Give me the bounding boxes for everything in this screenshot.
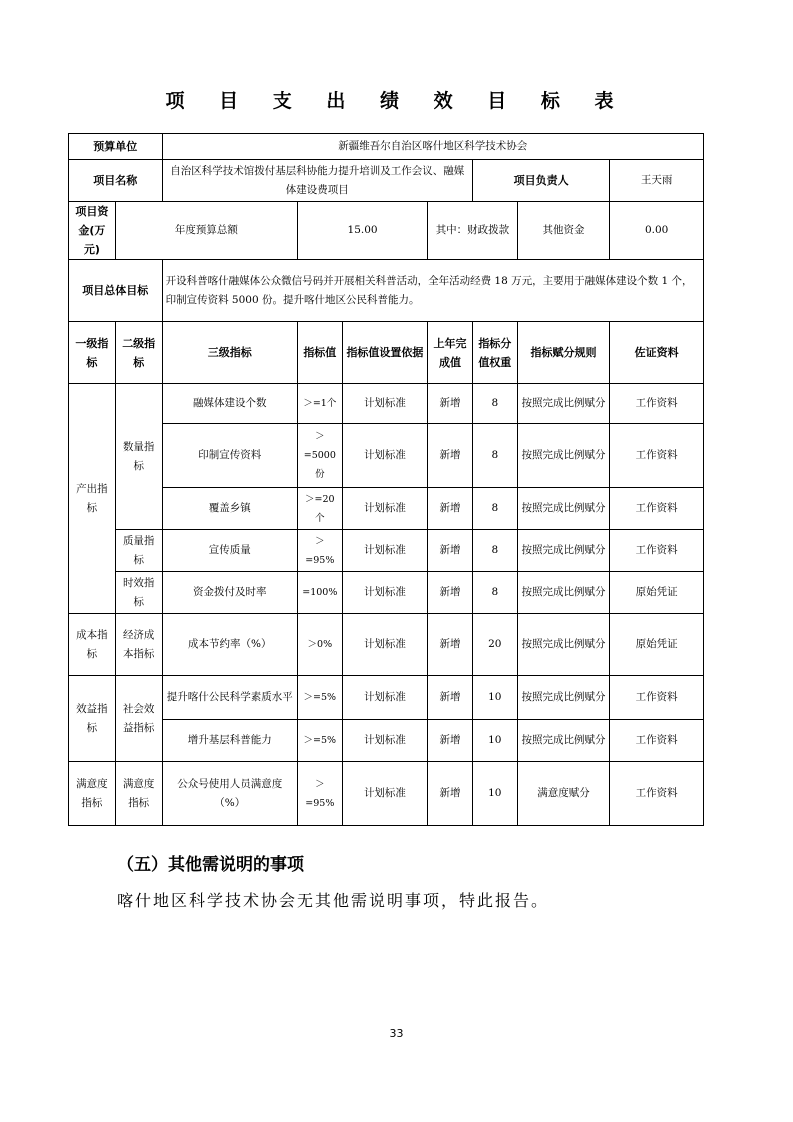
annual-budget-value: 15.00 xyxy=(297,202,427,260)
subgroup-quantity: 数量指标 xyxy=(115,384,162,530)
indicator-rule: 按照完成比例赋分 xyxy=(517,530,610,572)
indicator-weight: 8 xyxy=(472,488,517,530)
indicator-weight: 10 xyxy=(472,676,517,720)
indicator-name: 资金拨付及时率 xyxy=(162,572,297,614)
table-row xyxy=(69,572,704,614)
table-row xyxy=(69,424,704,488)
indicator-last: 新增 xyxy=(428,572,473,614)
table-row xyxy=(69,384,704,424)
indicator-name: 宣传质量 xyxy=(162,530,297,572)
owner-label: 项目负责人 xyxy=(472,160,609,202)
indicator-weight: 20 xyxy=(472,614,517,676)
table-row xyxy=(69,720,704,762)
indicator-basis: 计划标准 xyxy=(342,424,427,488)
subgroup-economic: 经济成本指标 xyxy=(115,614,162,676)
indicator-weight: 10 xyxy=(472,720,517,762)
indicator-value: ＞0% xyxy=(297,614,342,676)
indicator-last: 新增 xyxy=(428,762,473,826)
indicator-last: 新增 xyxy=(428,720,473,762)
header-last-year: 上年完成值 xyxy=(428,322,473,384)
table-row xyxy=(69,530,704,572)
indicator-basis: 计划标准 xyxy=(342,572,427,614)
section-heading: （五）其他需说明的事项 xyxy=(117,855,304,875)
project-name-label: 项目名称 xyxy=(69,160,163,202)
header-weight: 指标分值权重 xyxy=(472,322,517,384)
subgroup-social: 社会效益指标 xyxy=(115,676,162,762)
indicator-weight: 8 xyxy=(472,530,517,572)
indicator-last: 新增 xyxy=(428,614,473,676)
other-funds-label: 其他资金 xyxy=(517,202,610,260)
indicator-name: 公众号使用人员满意度（%） xyxy=(162,762,297,826)
page-title: 项 目 支 出 绩 效 目 标 表 xyxy=(165,90,628,112)
table-row xyxy=(69,614,704,676)
group-satisfaction: 满意度指标 xyxy=(69,762,116,826)
indicator-evidence: 原始凭证 xyxy=(610,572,704,614)
indicator-weight: 8 xyxy=(472,572,517,614)
indicator-name: 增升基层科普能力 xyxy=(162,720,297,762)
indicator-basis: 计划标准 xyxy=(342,488,427,530)
indicator-name: 融媒体建设个数 xyxy=(162,384,297,424)
indicator-rule: 按照完成比例赋分 xyxy=(517,720,610,762)
indicator-basis: 计划标准 xyxy=(342,614,427,676)
indicator-last: 新增 xyxy=(428,530,473,572)
owner-value: 王天雨 xyxy=(610,160,704,202)
unit-label: 预算单位 xyxy=(69,134,163,160)
indicator-evidence: 原始凭证 xyxy=(610,614,704,676)
performance-table xyxy=(68,133,704,826)
group-benefit: 效益指标 xyxy=(69,676,116,762)
subgroup-quality: 质量指标 xyxy=(115,530,162,572)
indicator-last: 新增 xyxy=(428,676,473,720)
page-number: 33 xyxy=(389,1027,404,1040)
indicator-basis: 计划标准 xyxy=(342,762,427,826)
indicator-value: ＞=1个 xyxy=(297,384,342,424)
indicator-weight: 8 xyxy=(472,424,517,488)
unit-value: 新疆维吾尔自治区喀什地区科学技术协会 xyxy=(162,134,703,160)
indicator-rule: 按照完成比例赋分 xyxy=(517,572,610,614)
indicator-value: ＞=5000份 xyxy=(297,424,342,488)
indicator-evidence: 工作资料 xyxy=(610,530,704,572)
header-value: 指标值 xyxy=(297,322,342,384)
indicator-value: ＞=95% xyxy=(297,530,342,572)
indicator-name: 印制宣传资料 xyxy=(162,424,297,488)
indicator-basis: 计划标准 xyxy=(342,676,427,720)
indicator-rule: 满意度赋分 xyxy=(517,762,610,826)
indicator-rule: 按照完成比例赋分 xyxy=(517,614,610,676)
indicator-value: ＞=20个 xyxy=(297,488,342,530)
indicator-basis: 计划标准 xyxy=(342,530,427,572)
header-level1: 一级指标 xyxy=(69,322,116,384)
section-body: 喀什地区科学技术协会无其他需说明事项，特此报告。 xyxy=(117,891,550,910)
indicator-basis: 计划标准 xyxy=(342,720,427,762)
indicator-name: 成本节约率（%） xyxy=(162,614,297,676)
unit-row xyxy=(69,134,704,160)
project-name-value: 自治区科学技术馆拨付基层科协能力提升培训及工作会议、融媒体建设费项目 xyxy=(162,160,472,202)
indicator-rule: 按照完成比例赋分 xyxy=(517,488,610,530)
indicator-evidence: 工作资料 xyxy=(610,676,704,720)
goal-row xyxy=(69,260,704,322)
header-evidence: 佐证资料 xyxy=(610,322,704,384)
header-rule: 指标赋分规则 xyxy=(517,322,610,384)
indicator-rule: 按照完成比例赋分 xyxy=(517,676,610,720)
indicator-last: 新增 xyxy=(428,384,473,424)
indicator-value: =100% xyxy=(297,572,342,614)
table-row xyxy=(69,762,704,826)
indicator-evidence: 工作资料 xyxy=(610,762,704,826)
indicator-value: ＞=5% xyxy=(297,720,342,762)
indicator-name: 提升喀什公民科学素质水平 xyxy=(162,676,297,720)
subgroup-satisfaction: 满意度指标 xyxy=(115,762,162,826)
indicator-name: 覆盖乡镇 xyxy=(162,488,297,530)
indicator-evidence: 工作资料 xyxy=(610,384,704,424)
group-cost: 成本指标 xyxy=(69,614,116,676)
other-funds-value: 0.00 xyxy=(610,202,704,260)
annual-budget-label: 年度预算总额 xyxy=(115,202,297,260)
project-name-row xyxy=(69,160,704,202)
indicator-rule: 按照完成比例赋分 xyxy=(517,384,610,424)
indicator-evidence: 工作资料 xyxy=(610,488,704,530)
header-level3: 三级指标 xyxy=(162,322,297,384)
indicator-value: ＞=95% xyxy=(297,762,342,826)
indicator-rule: 按照完成比例赋分 xyxy=(517,424,610,488)
indicator-last: 新增 xyxy=(428,488,473,530)
subgroup-timeliness: 时效指标 xyxy=(115,572,162,614)
table-row xyxy=(69,488,704,530)
fiscal-label: 其中：财政拨款 xyxy=(428,202,518,260)
header-basis: 指标值设置依据 xyxy=(342,322,427,384)
indicator-weight: 10 xyxy=(472,762,517,826)
fund-row xyxy=(69,202,704,260)
indicator-basis: 计划标准 xyxy=(342,384,427,424)
indicator-value: ＞=5% xyxy=(297,676,342,720)
table-row xyxy=(69,676,704,720)
indicator-weight: 8 xyxy=(472,384,517,424)
goal-label: 项目总体目标 xyxy=(69,260,163,322)
header-level2: 二级指标 xyxy=(115,322,162,384)
fund-label: 项目资金(万元) xyxy=(69,202,116,260)
header-row xyxy=(69,322,704,384)
indicator-evidence: 工作资料 xyxy=(610,424,704,488)
goal-value: 开设科普喀什融媒体公众微信号码并开展相关科普活动，全年活动经费 18 万元，主要用于融媒体建设个数 1 个，印制宣传资料 5000 份。提升喀什地区公民科普能力。 xyxy=(162,260,703,322)
group-output: 产出指标 xyxy=(69,384,116,614)
indicator-last: 新增 xyxy=(428,424,473,488)
indicator-evidence: 工作资料 xyxy=(610,720,704,762)
